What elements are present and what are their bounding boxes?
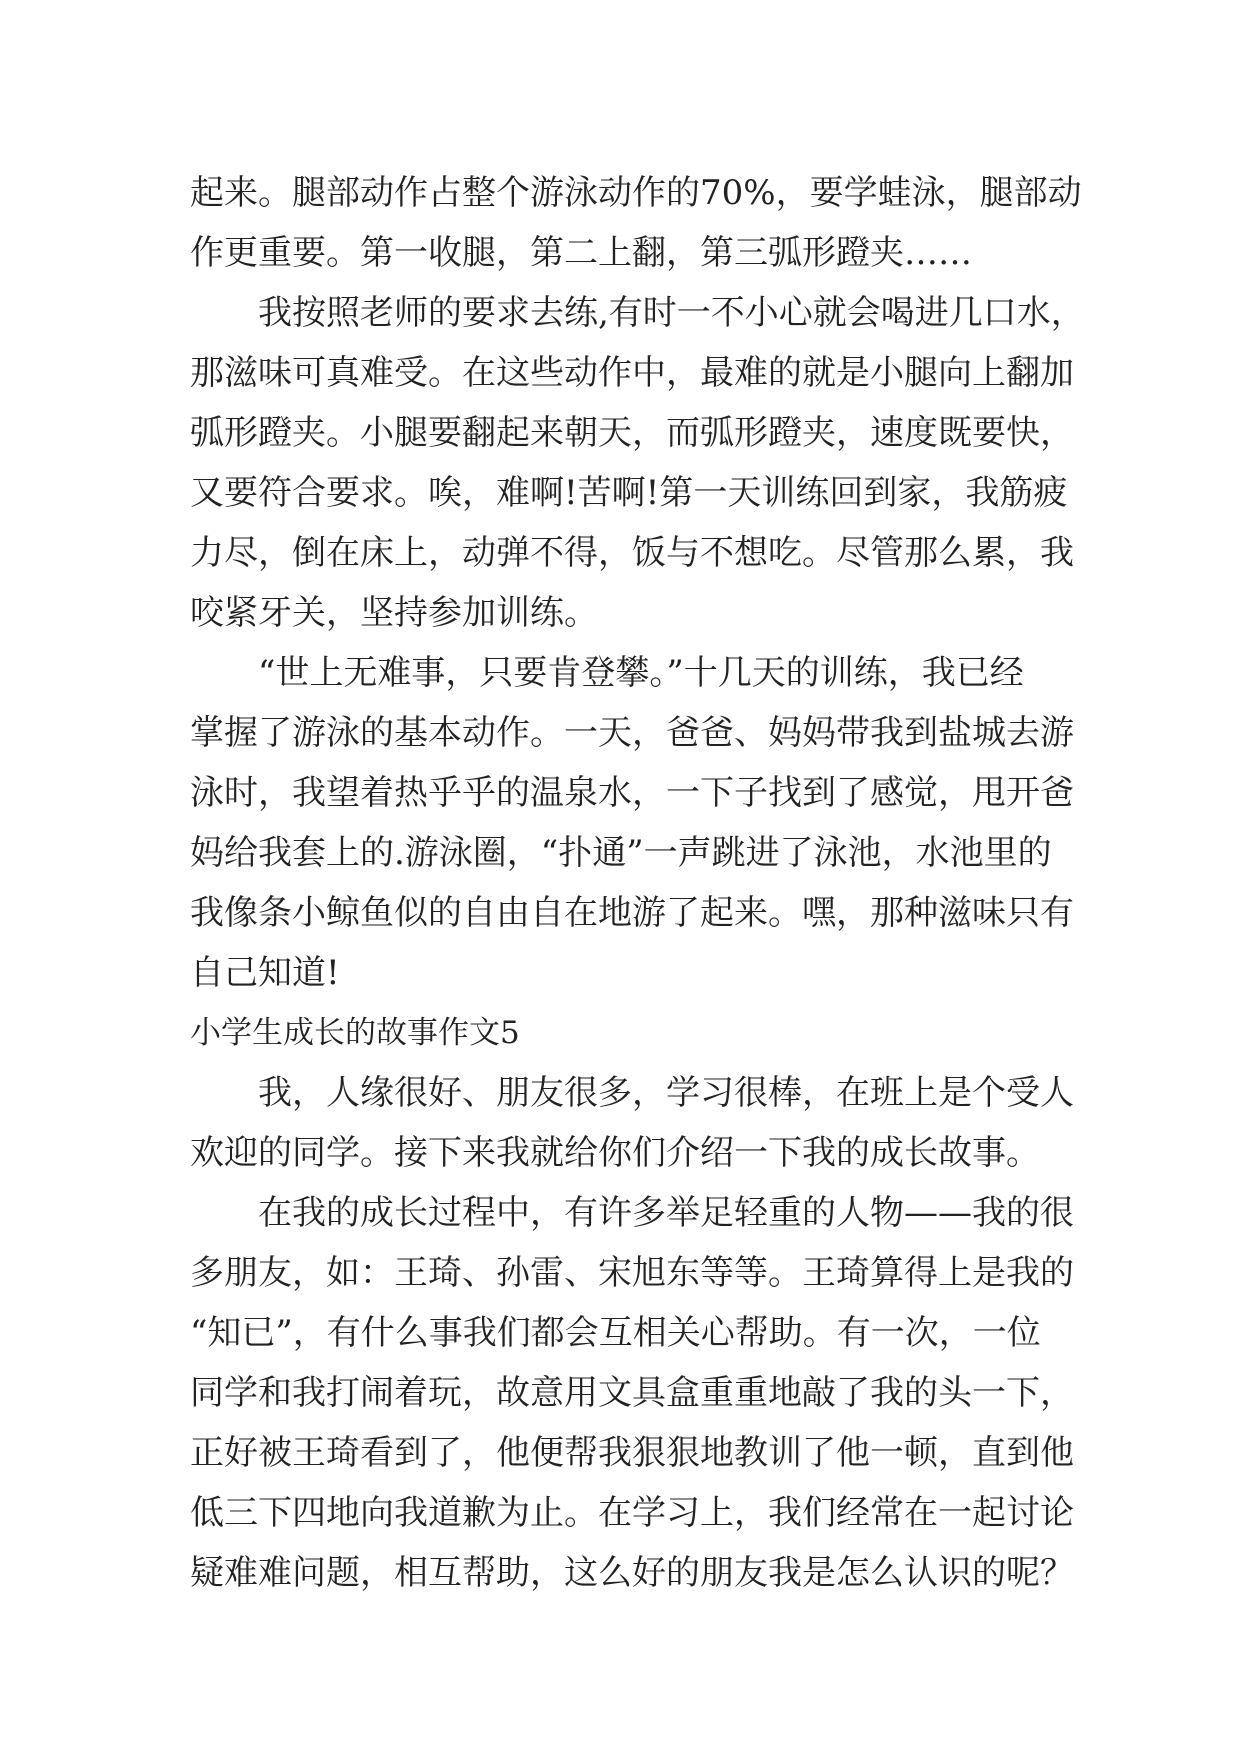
- text-line: 那滋味可真难受。在这些动作中，最难的就是小腿向上翻加: [190, 353, 1074, 393]
- text-line: 多朋友，如：王琦、孙雷、宋旭东等等。王琦算得上是我的: [190, 1253, 1074, 1293]
- text-line: 作更重要。第一收腿，第二上翻，第三弧形蹬夹……: [190, 233, 972, 273]
- text-line: 起来。腿部动作占整个游泳动作的70%，要学蛙泳，腿部动: [190, 173, 1082, 213]
- text-line: 疑难难问题，相互帮助，这么好的朋友我是怎么认识的呢？: [190, 1553, 1074, 1593]
- paragraph-start-line: 在我的成长过程中，有许多举足轻重的人物——我的很: [258, 1193, 1074, 1233]
- text-line: 欢迎的同学。接下来我就给你们介绍一下我的成长故事。: [190, 1133, 1040, 1173]
- text-line: 正好被王琦看到了，他便帮我狠狠地教训了他一顿，直到他: [190, 1433, 1074, 1473]
- paragraph-start-line: “世上无难事，只要肯登攀。”十几天的训练，我已经: [258, 653, 1024, 693]
- text-line: 自己知道!: [190, 953, 340, 993]
- paragraph-start-line: 我按照老师的要求去练,有时一不小心就会喝进几口水，: [258, 293, 1085, 333]
- text-line: 又要符合要求。唉，难啊!苦啊!第一天训练回到家，我筋疲: [190, 473, 1068, 513]
- text-line: 力尽，倒在床上，动弹不得，饭与不想吃。尽管那么累，我: [190, 533, 1074, 573]
- section-heading: 小学生成长的故事作文5: [190, 1015, 520, 1051]
- text-line: 弧形蹬夹。小腿要翻起来朝天，而弧形蹬夹，速度既要快，: [190, 413, 1074, 453]
- text-line: 妈给我套上的.游泳圈，“扑通”一声跳进了泳池，水池里的: [190, 833, 1052, 873]
- essay-text: [190, 163, 1090, 1603]
- text-line: 同学和我打闹着玩，故意用文具盒重重地敲了我的头一下，: [190, 1373, 1074, 1413]
- text-line: 泳时，我望着热乎乎的温泉水，一下子找到了感觉，甩开爸: [190, 773, 1074, 813]
- text-line: 咬紧牙关，坚持参加训练。: [190, 593, 598, 633]
- text-line: 我像条小鲸鱼似的自由自在地游了起来。嘿，那种滋味只有: [190, 893, 1074, 933]
- text-line: 低三下四地向我道歉为止。在学习上，我们经常在一起讨论: [190, 1493, 1074, 1533]
- paragraph-start-line: 我，人缘很好、朋友很多，学习很棒，在班上是个受人: [258, 1073, 1074, 1113]
- text-line: 掌握了游泳的基本动作。一天，爸爸、妈妈带我到盐城去游: [190, 713, 1074, 753]
- text-line: “知已”，有什么事我们都会互相关心帮助。有一次，一位: [190, 1313, 1041, 1353]
